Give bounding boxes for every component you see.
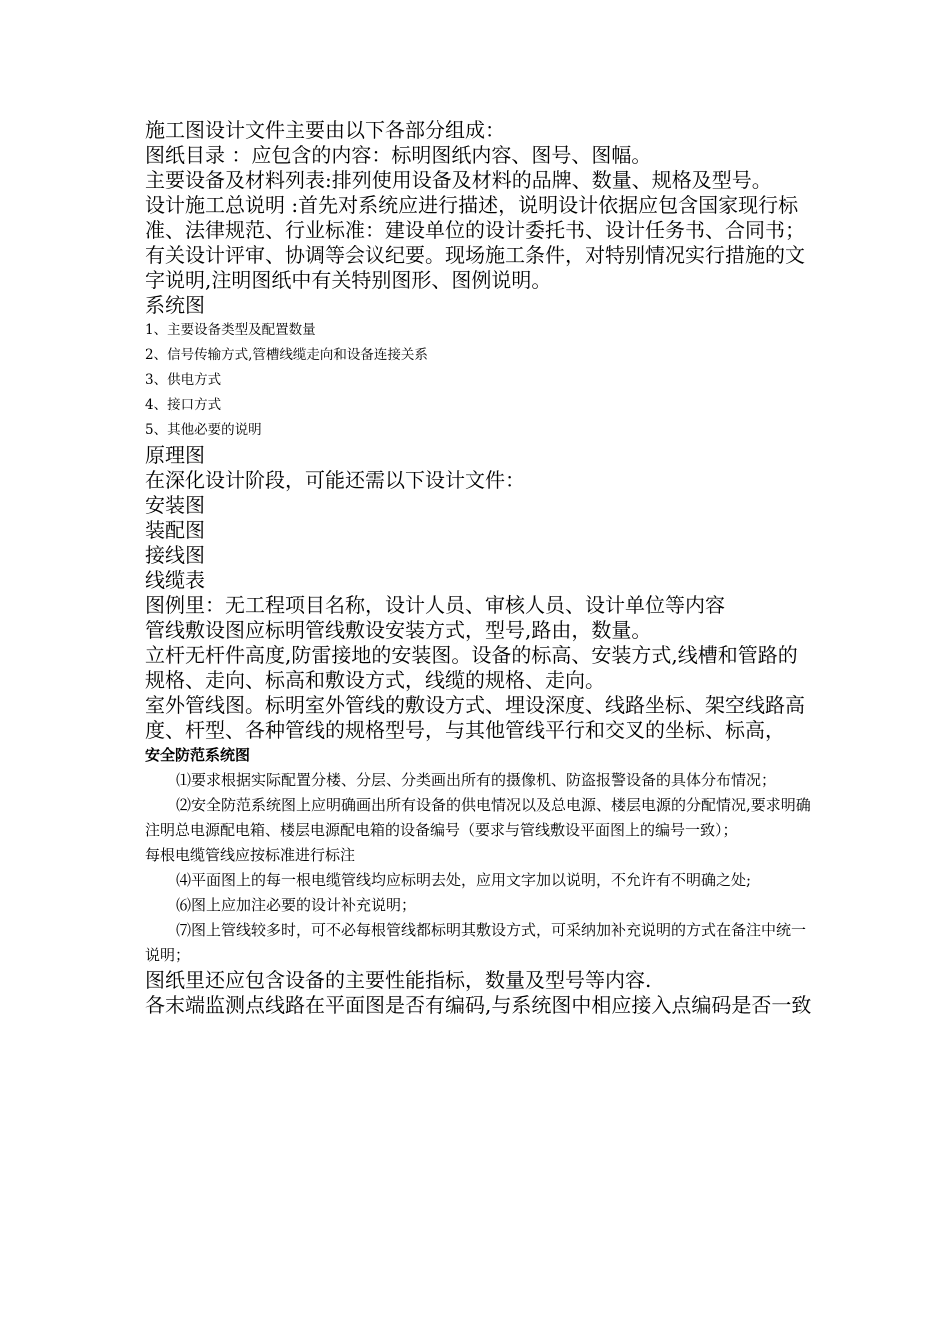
- legend-paragraph: 图例里：无工程项目名称，设计人员、审核人员、设计单位等内容: [145, 593, 725, 617]
- detailed-design-paragraph: 在深化设计阶段，可能还需以下设计文件：: [145, 468, 525, 492]
- equipment-list-paragraph: 主要设备及材料列表:排列使用设备及材料的品牌、数量、规格及型号。: [145, 168, 772, 192]
- security-item-7: ⑺图上管线较多时，可不必每根管线都标明其敷设方式，可采纳加补充说明的方式在备注中统一说明；: [145, 921, 807, 964]
- schematic-title: 原理图: [145, 443, 205, 467]
- security-item-4: ⑷平面图上的每一根电缆管线均应标明去处，应用文字加以说明，不允许有不明确之处;: [176, 871, 752, 889]
- cable-table-item: 线缆表: [145, 568, 205, 592]
- wiring-drawing-item: 接线图: [145, 543, 205, 567]
- document-body: [145, 118, 815, 1018]
- general-notes-paragraph: 设计施工总说明 :首先对系统应进行描述，说明设计依据应包含国家现行标准、法律规范、行业标准：建设单位的设计委托书、设计任务书、合同书；有关设计评审、协调等会议纪要。现场施工条件，对特别情况实行措施的文字说明,注明图纸中有关特别图形、图例说明。: [145, 193, 805, 292]
- pole-paragraph: 立杆无杆件高度,防雷接地的安装图。设备的标高、安装方式,线槽和管路的规格、走向、标高和敷设方式，线缆的规格、走向。: [145, 643, 798, 692]
- list-item: 3、供电方式: [145, 372, 222, 388]
- security-item-1: ⑴要求根据实际配置分楼、分层、分类画出所有的摄像机、防盗报警设备的具体分布情况；: [176, 771, 777, 789]
- security-item-2: ⑵安全防范系统图上应明确画出所有设备的供电情况以及总电源、楼层电源的分配情况,要求明确注明总电源配电箱、楼层电源配电箱的设备编号（要求与管线敷设平面图上的编号一致）；: [145, 796, 811, 839]
- endpoint-encoding-paragraph: 各末端监测点线路在平面图是否有编码,与系统图中相应接入点编码是否一致: [145, 993, 812, 1017]
- pipeline-paragraph: 管线敷设图应标明管线敷设安装方式，型号,路由，数量。: [145, 618, 652, 642]
- performance-paragraph: 图纸里还应包含设备的主要性能指标，数量及型号等内容.: [145, 968, 652, 992]
- list-item: 2、信号传输方式,管槽线缆走向和设备连接关系: [145, 347, 428, 363]
- drawing-index-paragraph: 图纸目录 ：应包含的内容：标明图纸内容、图号、图幅。: [145, 143, 652, 167]
- list-item: 5、其他必要的说明: [145, 422, 262, 438]
- installation-drawing-item: 安装图: [145, 493, 205, 517]
- list-item: 4、接口方式: [145, 397, 222, 413]
- security-item-3: 每根电缆管线应按标准进行标注: [145, 846, 356, 864]
- security-system-heading: 安全防范系统图: [145, 746, 251, 764]
- system-diagram-title: 系统图: [145, 293, 205, 317]
- outdoor-pipeline-paragraph: 室外管线图。标明室外管线的敷设方式、埋设深度、线路坐标、架空线路高度、杆型、各种管线的规格型号，与其他管线平行和交叉的坐标、标高，: [145, 693, 805, 742]
- assembly-drawing-item: 装配图: [145, 518, 205, 542]
- list-item: 1、主要设备类型及配置数量: [145, 322, 316, 338]
- intro-paragraph: 施工图设计文件主要由以下各部分组成：: [145, 118, 505, 142]
- security-item-6: ⑹图上应加注必要的设计补充说明；: [176, 896, 417, 914]
